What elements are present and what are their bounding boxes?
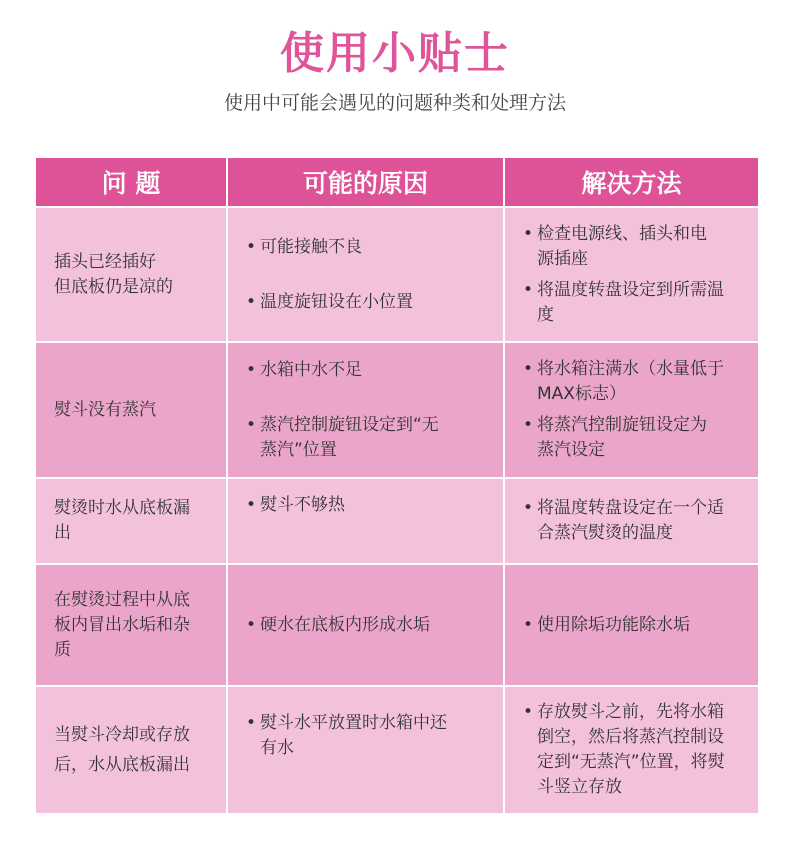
cause-item: • 熨斗水平放置时水箱中还有水 xyxy=(246,711,493,761)
problem-text: 熨斗没有蒸汽 xyxy=(54,399,156,420)
cause-text: 可能接触不良 xyxy=(260,236,362,257)
cause-text: 蒸汽控制旋钮设定到“无蒸汽”位置 xyxy=(260,414,439,460)
column-header-cause: 可能的原因 xyxy=(227,157,504,207)
solution-item: • 将温度转盘设定到所需温度 xyxy=(523,278,748,328)
cause-item: • 熨斗不够热 xyxy=(246,493,493,518)
cause-text: 熨斗不够热 xyxy=(260,495,345,515)
solution-item: • 将温度转盘设定在一个适合蒸汽熨烫的温度 xyxy=(523,496,748,546)
solution-cell xyxy=(504,342,759,478)
solution-text: 将蒸汽控制旋钮设定为蒸汽设定 xyxy=(537,415,707,460)
solution-cell xyxy=(504,564,759,686)
problem-text: 当熨斗冷却或存放后，水从底板漏出 xyxy=(54,725,190,775)
problem-text: 插头已经插好 但底板仍是凉的 xyxy=(54,251,173,297)
cause-text: 熨斗水平放置时水箱中还有水 xyxy=(260,713,447,758)
solution-item: • 将蒸汽控制旋钮设定为蒸汽设定 xyxy=(523,413,748,463)
page-subtitle: 使用中可能会遇见的问题种类和处理方法 xyxy=(223,92,566,114)
cause-item: • 水箱中水不足 xyxy=(246,358,493,383)
solution-text: 将温度转盘设定到所需温度 xyxy=(537,279,724,325)
cause-cell xyxy=(227,564,504,686)
problem-cell xyxy=(35,342,227,478)
column-header-solution: 解决方法 xyxy=(504,157,759,207)
cause-item: • 可能接触不良 xyxy=(246,235,493,260)
solution-item: • 将水箱注满水（水量低于MAX标志） xyxy=(523,357,748,407)
problem-cell xyxy=(35,564,227,686)
cause-item: • 硬水在底板内形成水垢 xyxy=(246,613,493,638)
solution-item: • 存放熨斗之前，先将水箱倒空，然后将蒸汽控制设定到“无蒸汽”位置，将熨斗竖立存放 xyxy=(523,700,748,800)
problem-cell xyxy=(35,478,227,564)
cause-item: • 蒸汽控制旋钮设定到“无蒸汽”位置 xyxy=(246,413,493,463)
cause-text: 温度旋钮设在小位置 xyxy=(260,291,413,312)
table-header-row xyxy=(35,157,759,207)
solution-item: • 使用除垢功能除水垢 xyxy=(523,613,748,638)
solution-text: 将水箱注满水（水量低于MAX标志） xyxy=(537,359,724,404)
problem-text: 在熨烫过程中从底板内冒出水垢和杂质 xyxy=(54,589,190,660)
problem-cell xyxy=(35,686,227,814)
cause-cell xyxy=(227,207,504,342)
table-row xyxy=(35,564,759,686)
column-header-problem: 问 题 xyxy=(35,157,227,207)
solution-text: 使用除垢功能除水垢 xyxy=(537,614,690,635)
problem-text: 熨烫时水从底板漏出 xyxy=(54,498,190,543)
tips-table xyxy=(34,156,760,815)
cause-cell xyxy=(227,478,504,564)
cause-cell xyxy=(227,686,504,814)
cause-item: • 温度旋钮设在小位置 xyxy=(246,290,493,315)
solution-text: 存放熨斗之前，先将水箱倒空，然后将蒸汽控制设定到“无蒸汽”位置，将熨斗竖立存放 xyxy=(537,702,725,797)
solution-cell xyxy=(504,686,759,814)
table-row xyxy=(35,686,759,814)
solution-item: • 检查电源线、插头和电源插座 xyxy=(523,222,748,272)
solution-text: 检查电源线、插头和电源插座 xyxy=(537,223,707,269)
problem-cell xyxy=(35,207,227,342)
table-row xyxy=(35,207,759,342)
solution-text: 将温度转盘设定在一个适合蒸汽熨烫的温度 xyxy=(537,498,724,543)
cause-text: 硬水在底板内形成水垢 xyxy=(260,614,430,635)
cause-cell xyxy=(227,342,504,478)
table-row xyxy=(35,478,759,564)
solution-cell xyxy=(504,478,759,564)
table-row xyxy=(35,342,759,478)
cause-text: 水箱中水不足 xyxy=(260,359,362,380)
solution-cell xyxy=(504,207,759,342)
page-title: 使用小贴士 xyxy=(280,28,510,79)
